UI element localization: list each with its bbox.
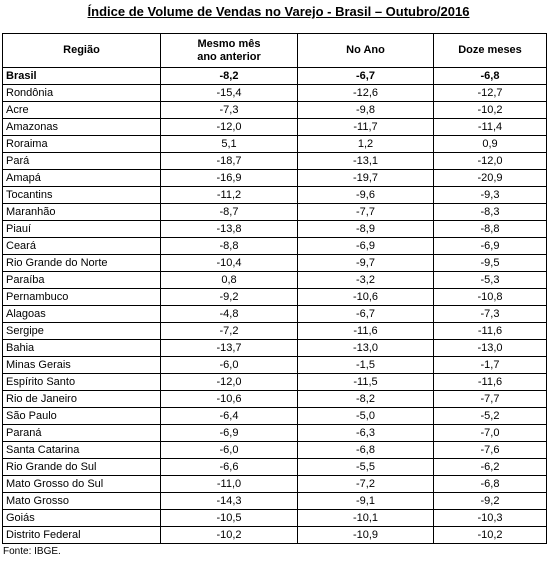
cell-year: -8,9 [298,221,434,238]
cell-twelve-months: -11,6 [434,323,547,340]
cell-twelve-months: -6,2 [434,459,547,476]
cell-region: Minas Gerais [3,357,161,374]
table-row [3,340,547,357]
cell-region: São Paulo [3,408,161,425]
cell-twelve-months: -6,9 [434,238,547,255]
document-title: Índice de Volume de Vendas no Varejo - Brasil – Outubro/2016 [87,4,470,19]
cell-same-month: -6,0 [161,357,298,374]
cell-region: Rio de Janeiro [3,391,161,408]
cell-same-month: -11,2 [161,187,298,204]
cell-twelve-months: -6,8 [434,476,547,493]
cell-region: Rio Grande do Sul [3,459,161,476]
table-row [3,391,547,408]
table-row [3,493,547,510]
header-same-month [161,34,298,68]
cell-year: -7,2 [298,476,434,493]
cell-region: Bahia [3,340,161,357]
table-row [3,374,547,391]
cell-twelve-months: -9,2 [434,493,547,510]
cell-twelve-months: -7,7 [434,391,547,408]
table-row [3,357,547,374]
cell-year: -8,2 [298,391,434,408]
cell-region: Brasil [3,68,161,85]
cell-same-month: -10,6 [161,391,298,408]
cell-same-month: -7,2 [161,323,298,340]
cell-region: Amazonas [3,119,161,136]
cell-year: -5,0 [298,408,434,425]
table-body [3,68,547,544]
cell-twelve-months: 0,9 [434,136,547,153]
cell-same-month: 5,1 [161,136,298,153]
cell-region: Sergipe [3,323,161,340]
table-header-row [3,34,547,68]
cell-year: -6,8 [298,442,434,459]
cell-same-month: 0,8 [161,272,298,289]
cell-same-month: -6,6 [161,459,298,476]
table-row [3,136,547,153]
cell-twelve-months: -10,3 [434,510,547,527]
header-twelve-months: Doze meses [434,34,547,68]
cell-twelve-months: -7,6 [434,442,547,459]
cell-twelve-months: -5,3 [434,272,547,289]
cell-twelve-months: -8,8 [434,221,547,238]
table-row [3,170,547,187]
cell-region: Rondônia [3,85,161,102]
cell-twelve-months: -13,0 [434,340,547,357]
cell-same-month: -8,7 [161,204,298,221]
cell-year: -6,3 [298,425,434,442]
cell-twelve-months: -1,7 [434,357,547,374]
cell-year: -11,7 [298,119,434,136]
cell-region: Rio Grande do Norte [3,255,161,272]
cell-year: -9,6 [298,187,434,204]
cell-twelve-months: -5,2 [434,408,547,425]
table-row [3,459,547,476]
cell-year: -1,5 [298,357,434,374]
cell-year: -3,2 [298,272,434,289]
table-row [3,323,547,340]
cell-same-month: -13,8 [161,221,298,238]
cell-same-month: -4,8 [161,306,298,323]
cell-year: -6,7 [298,68,434,85]
cell-same-month: -15,4 [161,85,298,102]
table-row [3,68,547,85]
table-row [3,85,547,102]
cell-year: -6,9 [298,238,434,255]
header-year: No Ano [298,34,434,68]
header-same-month-line1: Mesmo mês [197,37,261,50]
cell-same-month: -8,8 [161,238,298,255]
cell-same-month: -9,2 [161,289,298,306]
cell-region: Mato Grosso [3,493,161,510]
cell-region: Amapá [3,170,161,187]
cell-twelve-months: -6,8 [434,68,547,85]
table-row [3,289,547,306]
cell-twelve-months: -7,3 [434,306,547,323]
source-note: Fonte: IBGE. [3,546,61,557]
cell-year: -7,7 [298,204,434,221]
cell-same-month: -16,9 [161,170,298,187]
table-row [3,442,547,459]
table-row [3,255,547,272]
table-row [3,119,547,136]
cell-twelve-months: -10,2 [434,527,547,544]
cell-same-month: -14,3 [161,493,298,510]
sales-volume-table [2,33,547,544]
cell-region: Santa Catarina [3,442,161,459]
cell-year: -9,8 [298,102,434,119]
cell-same-month: -11,0 [161,476,298,493]
header-region: Região [3,34,161,68]
cell-same-month: -13,7 [161,340,298,357]
cell-twelve-months: -20,9 [434,170,547,187]
cell-year: -11,6 [298,323,434,340]
cell-region: Pernambuco [3,289,161,306]
table-row [3,510,547,527]
cell-same-month: -8,2 [161,68,298,85]
cell-twelve-months: -10,2 [434,102,547,119]
cell-twelve-months: -12,7 [434,85,547,102]
table-row [3,272,547,289]
cell-twelve-months: -10,8 [434,289,547,306]
cell-same-month: -6,0 [161,442,298,459]
table-row [3,425,547,442]
cell-region: Espírito Santo [3,374,161,391]
cell-year: -9,7 [298,255,434,272]
cell-twelve-months: -11,4 [434,119,547,136]
cell-year: -13,0 [298,340,434,357]
cell-year: -6,7 [298,306,434,323]
cell-same-month: -7,3 [161,102,298,119]
cell-year: 1,2 [298,136,434,153]
table-row [3,153,547,170]
cell-region: Maranhão [3,204,161,221]
cell-region: Mato Grosso do Sul [3,476,161,493]
cell-year: -12,6 [298,85,434,102]
cell-same-month: -6,4 [161,408,298,425]
cell-same-month: -12,0 [161,374,298,391]
cell-year: -5,5 [298,459,434,476]
cell-same-month: -18,7 [161,153,298,170]
cell-year: -11,5 [298,374,434,391]
header-same-month-line2: ano anterior [197,50,261,63]
table-row [3,238,547,255]
cell-twelve-months: -12,0 [434,153,547,170]
cell-twelve-months: -9,3 [434,187,547,204]
cell-twelve-months: -9,5 [434,255,547,272]
table-row [3,476,547,493]
cell-same-month: -6,9 [161,425,298,442]
table-row [3,187,547,204]
cell-region: Alagoas [3,306,161,323]
cell-twelve-months: -7,0 [434,425,547,442]
cell-region: Pará [3,153,161,170]
cell-region: Acre [3,102,161,119]
cell-same-month: -10,4 [161,255,298,272]
cell-region: Tocantins [3,187,161,204]
cell-year: -13,1 [298,153,434,170]
cell-twelve-months: -11,6 [434,374,547,391]
cell-same-month: -10,5 [161,510,298,527]
cell-region: Goiás [3,510,161,527]
cell-twelve-months: -8,3 [434,204,547,221]
table-row [3,408,547,425]
cell-year: -10,1 [298,510,434,527]
table-row [3,306,547,323]
cell-same-month: -12,0 [161,119,298,136]
cell-region: Paraíba [3,272,161,289]
cell-region: Piauí [3,221,161,238]
cell-year: -9,1 [298,493,434,510]
cell-year: -10,9 [298,527,434,544]
cell-region: Paraná [3,425,161,442]
cell-year: -10,6 [298,289,434,306]
cell-region: Ceará [3,238,161,255]
table-row [3,527,547,544]
cell-region: Distrito Federal [3,527,161,544]
table-row [3,221,547,238]
cell-same-month: -10,2 [161,527,298,544]
table-row [3,102,547,119]
cell-year: -19,7 [298,170,434,187]
cell-region: Roraima [3,136,161,153]
table-row [3,204,547,221]
